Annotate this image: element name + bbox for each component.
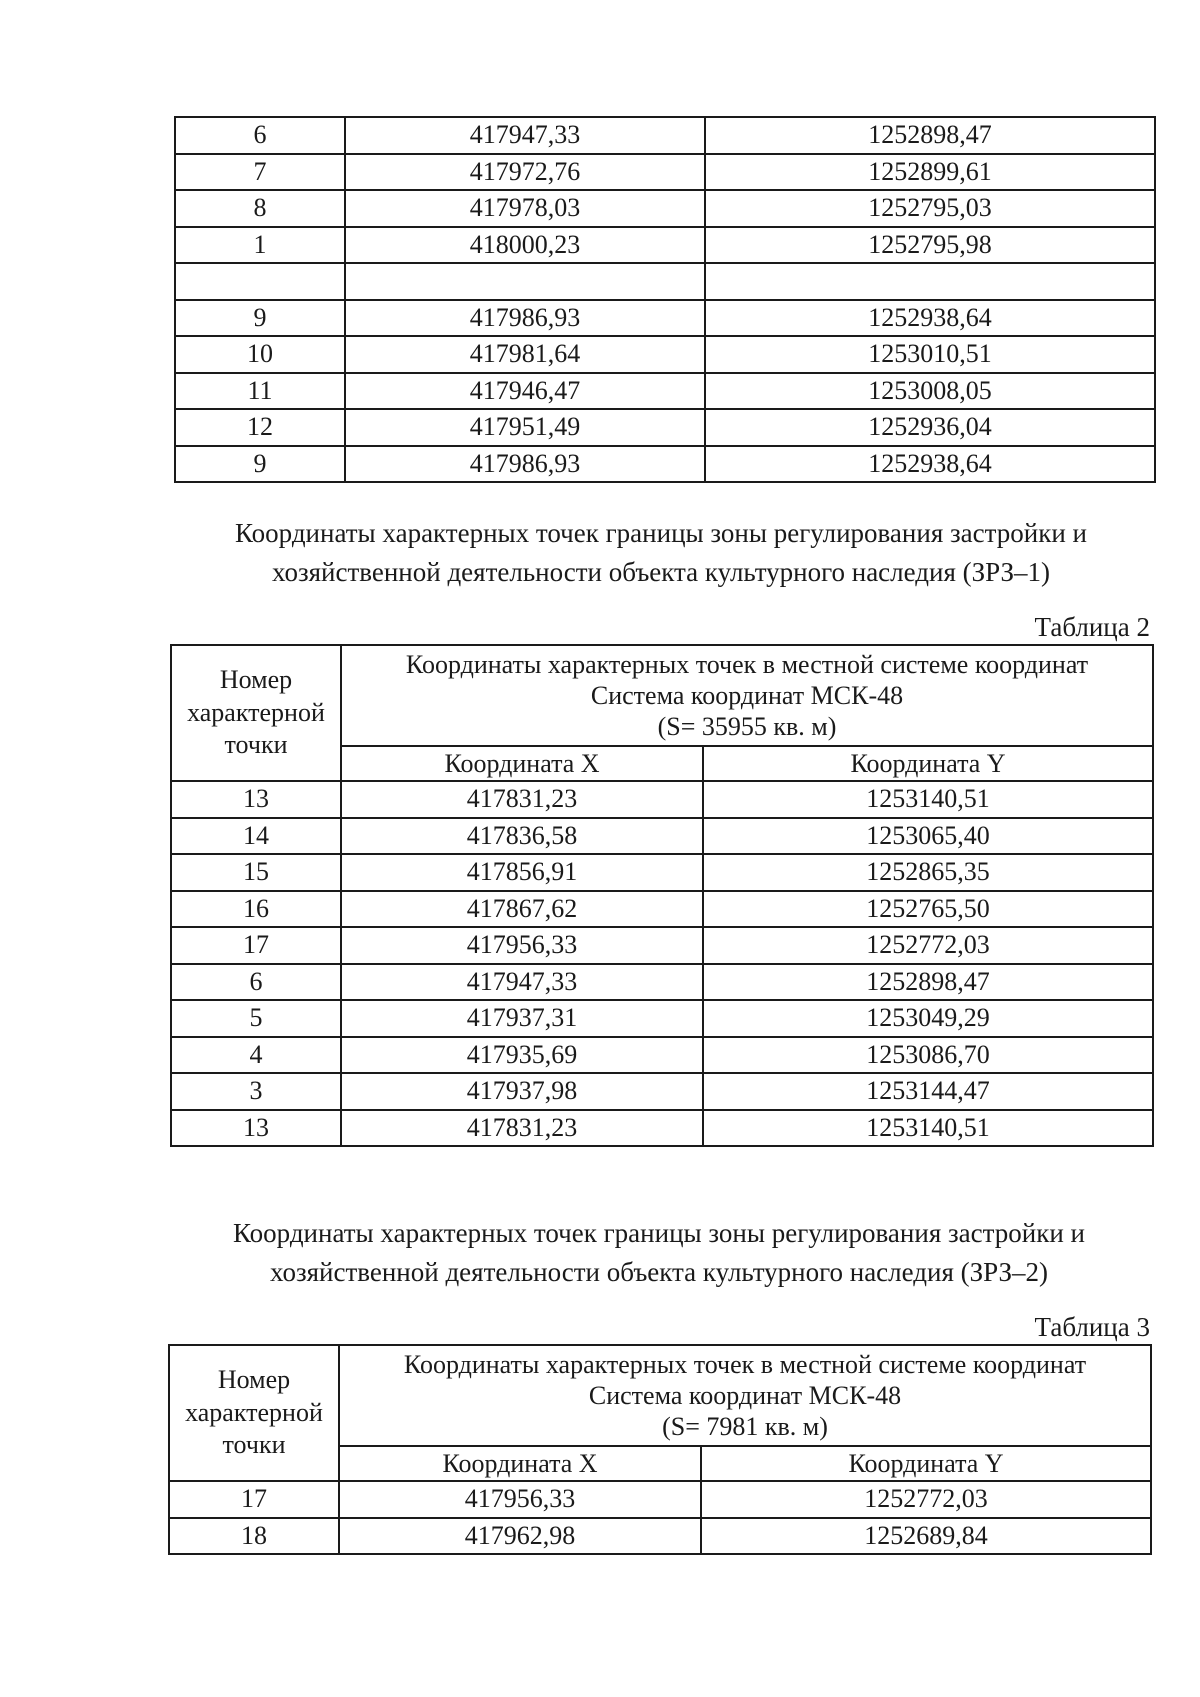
coordinates-table-zrz-2 xyxy=(168,1344,1152,1555)
cell-coordinate-y: 1252795,98 xyxy=(705,227,1155,264)
table-row xyxy=(175,190,1155,227)
table-row xyxy=(171,854,1153,891)
cell-point-number: 9 xyxy=(175,446,345,483)
column-header-y: Координата Y xyxy=(701,1446,1151,1481)
table-caption: Таблица 3 xyxy=(1034,1312,1150,1342)
heading-line: Координаты характерных точек границы зоны регулирования застройки и xyxy=(235,518,1087,548)
cell-coordinate-y: 1253010,51 xyxy=(705,336,1155,373)
cell-coordinate-x: 417935,69 xyxy=(341,1037,703,1074)
heading-line: хозяйственной деятельности объекта культурного наследия (ЗРЗ–1) xyxy=(271,557,1051,588)
cell-coordinate-x xyxy=(345,263,705,300)
cell-coordinate-y: 1252898,47 xyxy=(705,117,1155,154)
cell-coordinate-x: 417856,91 xyxy=(341,854,703,891)
section-heading-zrz-2 xyxy=(168,1214,1150,1292)
cell-coordinate-y: 1252938,64 xyxy=(705,300,1155,337)
cell-coordinate-y: 1252936,04 xyxy=(705,409,1155,446)
table-row xyxy=(171,891,1153,928)
table-row xyxy=(175,409,1155,446)
table-body xyxy=(175,117,1155,482)
table-header xyxy=(171,645,1153,781)
cell-point-number: 11 xyxy=(175,373,345,410)
cell-coordinate-x: 417986,93 xyxy=(345,300,705,337)
table-caption: Таблица 2 xyxy=(1034,612,1150,642)
area-line: (S= 7981 кв. м) xyxy=(662,1412,828,1442)
table-row xyxy=(171,964,1153,1001)
table-row xyxy=(175,300,1155,337)
cell-point-number: 15 xyxy=(171,854,341,891)
cell-coordinate-y: 1252772,03 xyxy=(703,927,1153,964)
cell-point-number: 8 xyxy=(175,190,345,227)
title-line: Система координат МСК-48 xyxy=(590,680,904,710)
cell-coordinate-y: 1253140,51 xyxy=(703,1110,1153,1147)
table-title-header xyxy=(339,1345,1151,1446)
table-row xyxy=(175,373,1155,410)
cell-point-number: 14 xyxy=(171,818,341,855)
cell-coordinate-y: 1252765,50 xyxy=(703,891,1153,928)
table-row xyxy=(175,263,1155,300)
cell-coordinate-x: 417951,49 xyxy=(345,409,705,446)
table-row xyxy=(171,818,1153,855)
cell-coordinate-x: 418000,23 xyxy=(345,227,705,264)
coordinates-table-zrz-1 xyxy=(170,644,1154,1147)
cell-point-number: 10 xyxy=(175,336,345,373)
table-row xyxy=(175,446,1155,483)
column-header-x: Координата X xyxy=(341,746,703,781)
table-row xyxy=(175,117,1155,154)
cell-coordinate-y: 1252689,84 xyxy=(701,1518,1151,1555)
table-row xyxy=(171,1000,1153,1037)
table-row xyxy=(171,1110,1153,1147)
table-row xyxy=(171,1073,1153,1110)
cell-point-number: 17 xyxy=(171,927,341,964)
cell-point-number: 9 xyxy=(175,300,345,337)
cell-coordinate-x: 417867,62 xyxy=(341,891,703,928)
cell-coordinate-y: 1253008,05 xyxy=(705,373,1155,410)
cell-coordinate-y xyxy=(705,263,1155,300)
title-line: Система координат МСК-48 xyxy=(588,1380,902,1410)
column-header-x: Координата X xyxy=(339,1446,701,1481)
cell-coordinate-x: 417956,33 xyxy=(341,927,703,964)
cell-coordinate-x: 417947,33 xyxy=(341,964,703,1001)
cell-point-number: 4 xyxy=(171,1037,341,1074)
cell-point-number: 16 xyxy=(171,891,341,928)
cell-coordinate-y: 1252795,03 xyxy=(705,190,1155,227)
cell-point-number: 6 xyxy=(171,964,341,1001)
cell-coordinate-x: 417986,93 xyxy=(345,446,705,483)
cell-coordinate-y: 1253065,40 xyxy=(703,818,1153,855)
cell-point-number: 3 xyxy=(171,1073,341,1110)
cell-coordinate-x: 417981,64 xyxy=(345,336,705,373)
cell-point-number: 6 xyxy=(175,117,345,154)
cell-point-number: 13 xyxy=(171,781,341,818)
cell-coordinate-y: 1253140,51 xyxy=(703,781,1153,818)
cell-coordinate-x: 417836,58 xyxy=(341,818,703,855)
table-row xyxy=(171,1037,1153,1074)
cell-point-number: 12 xyxy=(175,409,345,446)
table-header xyxy=(169,1345,1151,1481)
coordinates-table-continued xyxy=(174,116,1156,483)
cell-coordinate-y: 1252772,03 xyxy=(701,1481,1151,1518)
table-row xyxy=(169,1481,1151,1518)
section-heading-zrz-1 xyxy=(170,514,1152,592)
cell-coordinate-y: 1252899,61 xyxy=(705,154,1155,191)
table-row xyxy=(175,154,1155,191)
title-line: Координаты характерных точек в местной системе координат xyxy=(405,649,1089,679)
cell-coordinate-y: 1253049,29 xyxy=(703,1000,1153,1037)
heading-line: хозяйственной деятельности объекта культурного наследия (ЗРЗ–2) xyxy=(269,1257,1049,1288)
title-line: Координаты характерных точек в местной системе координат xyxy=(403,1349,1087,1379)
cell-coordinate-x: 417947,33 xyxy=(345,117,705,154)
cell-point-number: 7 xyxy=(175,154,345,191)
table-row xyxy=(171,927,1153,964)
column-header-y: Координата Y xyxy=(703,746,1153,781)
column-header-point-number: Номер характерной точки xyxy=(171,645,341,781)
cell-point-number: 5 xyxy=(171,1000,341,1037)
cell-point-number: 18 xyxy=(169,1518,339,1555)
table-row xyxy=(175,336,1155,373)
cell-coordinate-y: 1252898,47 xyxy=(703,964,1153,1001)
cell-coordinate-x: 417972,76 xyxy=(345,154,705,191)
table-body xyxy=(171,781,1153,1146)
column-header-point-number: Номер характерной точки xyxy=(169,1345,339,1481)
cell-point-number xyxy=(175,263,345,300)
cell-coordinate-x: 417831,23 xyxy=(341,1110,703,1147)
table-row xyxy=(171,781,1153,818)
cell-point-number: 13 xyxy=(171,1110,341,1147)
area-line: (S= 35955 кв. м) xyxy=(657,712,837,742)
cell-coordinate-x: 417978,03 xyxy=(345,190,705,227)
cell-coordinate-y: 1252865,35 xyxy=(703,854,1153,891)
cell-coordinate-y: 1253086,70 xyxy=(703,1037,1153,1074)
heading-line: Координаты характерных точек границы зоны регулирования застройки и xyxy=(233,1218,1085,1248)
cell-coordinate-x: 417937,31 xyxy=(341,1000,703,1037)
cell-coordinate-x: 417956,33 xyxy=(339,1481,701,1518)
table-row xyxy=(175,227,1155,264)
cell-point-number: 17 xyxy=(169,1481,339,1518)
cell-coordinate-y: 1252938,64 xyxy=(705,446,1155,483)
cell-coordinate-y: 1253144,47 xyxy=(703,1073,1153,1110)
cell-coordinate-x: 417937,98 xyxy=(341,1073,703,1110)
cell-coordinate-x: 417831,23 xyxy=(341,781,703,818)
table-title-header xyxy=(341,645,1153,746)
table-body xyxy=(169,1481,1151,1554)
cell-point-number: 1 xyxy=(175,227,345,264)
cell-coordinate-x: 417946,47 xyxy=(345,373,705,410)
cell-coordinate-x: 417962,98 xyxy=(339,1518,701,1555)
table-row xyxy=(169,1518,1151,1555)
